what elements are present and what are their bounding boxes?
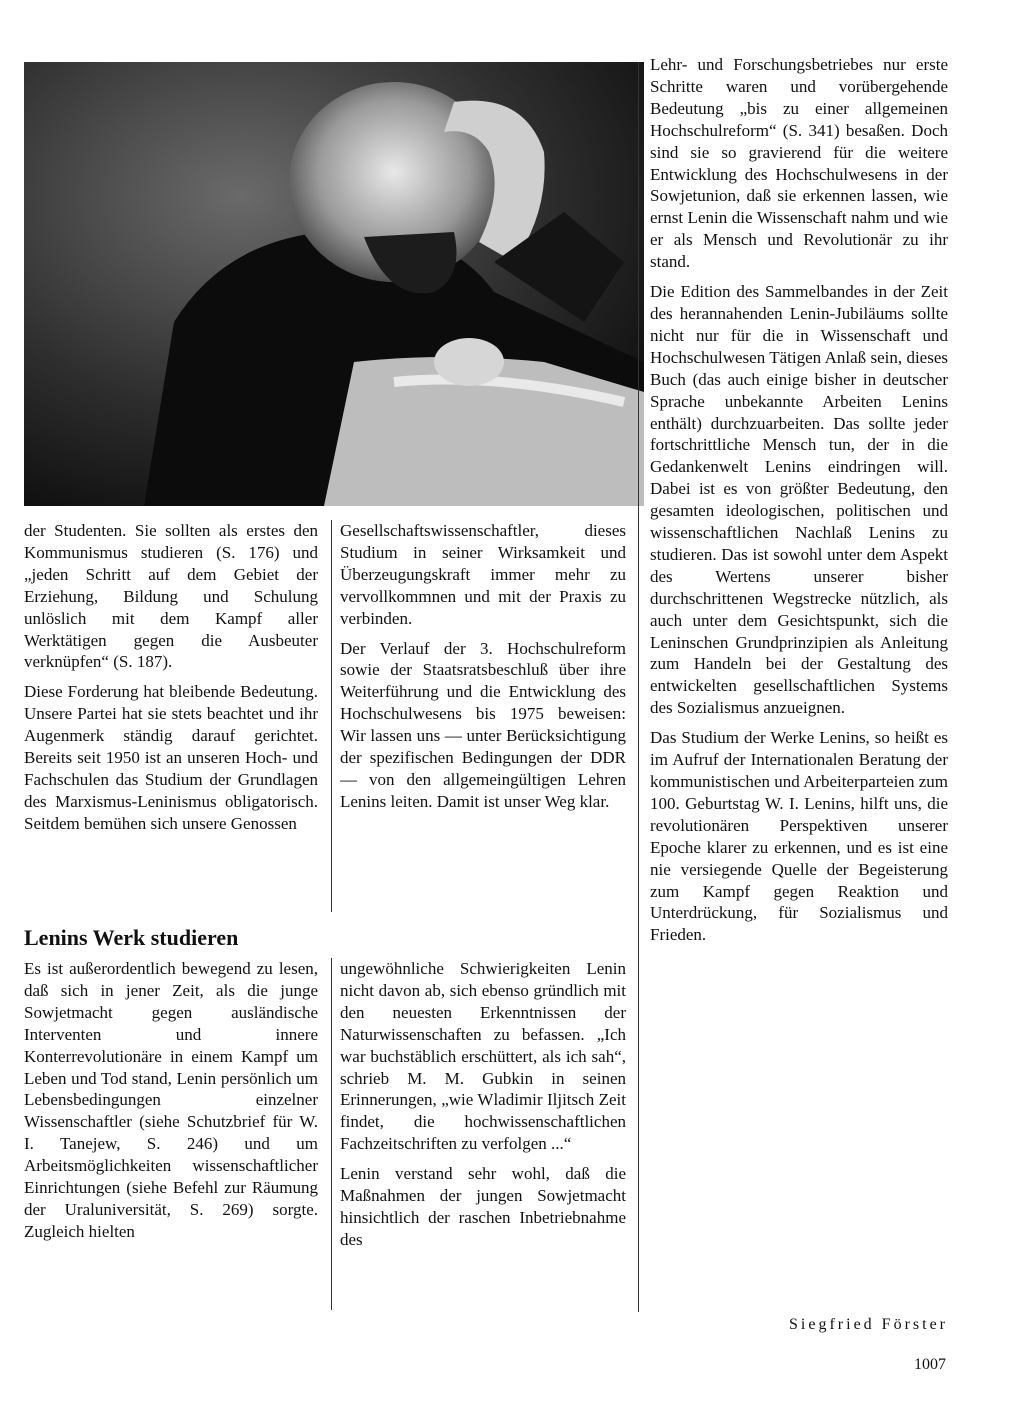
- column-middle-top: [340, 520, 626, 813]
- paragraph: Lenin verstand sehr wohl, daß die Maßnahmen der jungen Sowjetmacht hinsichtlich der raschen Inbetriebnahme des: [340, 1164, 626, 1249]
- column-left-bottom: [24, 958, 318, 1243]
- paragraph: Gesellschaftswissenschaftler, dieses Studium in seiner Wirksamkeit und Überzeugungskraft immer mehr zu vervollkommnen und mit der Praxis zu verbinden.: [340, 521, 626, 628]
- column-divider: [638, 62, 639, 1312]
- portrait-photo-icon: [24, 62, 644, 506]
- author-signature: Siegfried Förster: [789, 1316, 948, 1333]
- page-number: 1007: [914, 1356, 946, 1373]
- column-divider: [331, 958, 332, 1310]
- paragraph: Lehr- und Forschungsbetriebes nur erste Schritte waren und vorübergehende Bedeutung „bis zu einer allgemeinen Hochschulreform“ (S. 341) besaßen. Doch sind sie so gravierend für die weitere Entwicklung des Hochschulwesens in der Sowjetunion, daß sie erkennen lassen, wie ernst Lenin die Wissenschaft nahm und wie er als Mensch und Revolutionär zu ihr stand.: [650, 55, 948, 272]
- paragraph: Es ist außerordentlich bewegend zu lesen, daß sich in jener Zeit, als die junge Sowjetmacht gegen ausländische Interventen und innere Konterrevolutionäre in einem Kampf um Leben und Tod stand, Lenin persönlich um Lebensbedingungen einzelner Wissenschaftler (siehe Schutzbrief für W. I. Tanejew, S. 246) und um Arbeitsmöglichkeiten wissenschaftlicher Einrichtungen (siehe Befehl zur Räumung der Uraluniversität, S. 269) sorgte. Zugleich hielten: [24, 959, 318, 1241]
- portrait-photo: [24, 62, 644, 506]
- column-middle-bottom: [340, 958, 626, 1251]
- paragraph: Diese Forderung hat bleibende Bedeutung. Unsere Partei hat sie stets beachtet und ihr Augenmerk ständig darauf gerichtet. Bereits seit 1950 ist an unseren Hoch- und Fachschulen das Studium der Grundlagen des Marxismus-Leninismus obligatorisch. Seitdem bemühen sich unsere Genossen: [24, 682, 318, 833]
- column-divider: [331, 520, 332, 912]
- section-heading: Lenins Werk studieren: [24, 925, 239, 950]
- column-left-top: [24, 520, 318, 835]
- paragraph: Die Edition des Sammelbandes in der Zeit des herannahenden Lenin-Jubiläums sollte nicht nur für die in Wissenschaft und Hochschulwesen Tätigen Anlaß sein, dieses Buch (das auch einige bisher in deutscher Sprache unbekannte Arbeiten Lenins enthält) durchzuarbeiten. Das sollte jeder fortschrittliche Mensch tun, der in die Gedankenwelt Lenins eindringen will. Dabei ist es von größter Bedeutung, den gesamten ideologischen, politischen und wissenschaftlichen Nachlaß Lenins zu studieren. Das ist sowohl unter dem Aspekt des Wertens unserer bisher durchschrittenen Wegstrecke nützlich, als auch unter dem Gesichtspunkt, sich die Leninschen Grundprinzipien als Anleitung zum Handeln bei der Gestaltung des entwickelten gesellschaftlichen Systems des Sozialismus anzueignen.: [650, 282, 948, 718]
- paragraph: ungewöhnliche Schwierigkeiten Lenin nicht davon ab, sich ebenso gründlich mit den neuesten Erkenntnissen der Naturwissenschaften zu befassen. „Ich war buchstäblich erschüttert, als ich sah“, schrieb M. M. Gubkin in seinen Erinnerungen, „wie Wladimir Iljitsch Zeit findet, die hochwissenschaftlichen Fachzeitschriften zu verfolgen ...“: [340, 959, 626, 1154]
- paragraph: Das Studium der Werke Lenins, so heißt es im Aufruf der Internationalen Beratung der kommunistischen und Arbeiterparteien zum 100. Geburtstag W. I. Lenins, hilft uns, die revolutionären Perspektiven unserer Epoche klarer zu erkennen, und es ist eine nie versiegende Quelle der Begeisterung zum Kampf gegen Reaktion und Unterdrückung, für Sozialismus und Frieden.: [650, 728, 948, 945]
- paragraph: der Studenten. Sie sollten als erstes den Kommunismus studieren (S. 176) und „jeden Schritt auf dem Gebiet der Erziehung, Bildung und Schulung unlöslich mit dem Kampf aller Werktätigen gegen die Ausbeuter verknüpfen“ (S. 187).: [24, 521, 318, 672]
- paragraph: Der Verlauf der 3. Hochschulreform sowie der Staatsratsbeschluß über ihre Weiterführung und die Entwicklung des Hochschulwesens bis 1975 beweisen: Wir lassen uns — unter Berücksichtigung der spezifischen Bedingungen der DDR — von den allgemeingültigen Lehren Lenins leiten. Damit ist unser Weg klar.: [340, 638, 626, 811]
- column-right: [650, 54, 948, 946]
